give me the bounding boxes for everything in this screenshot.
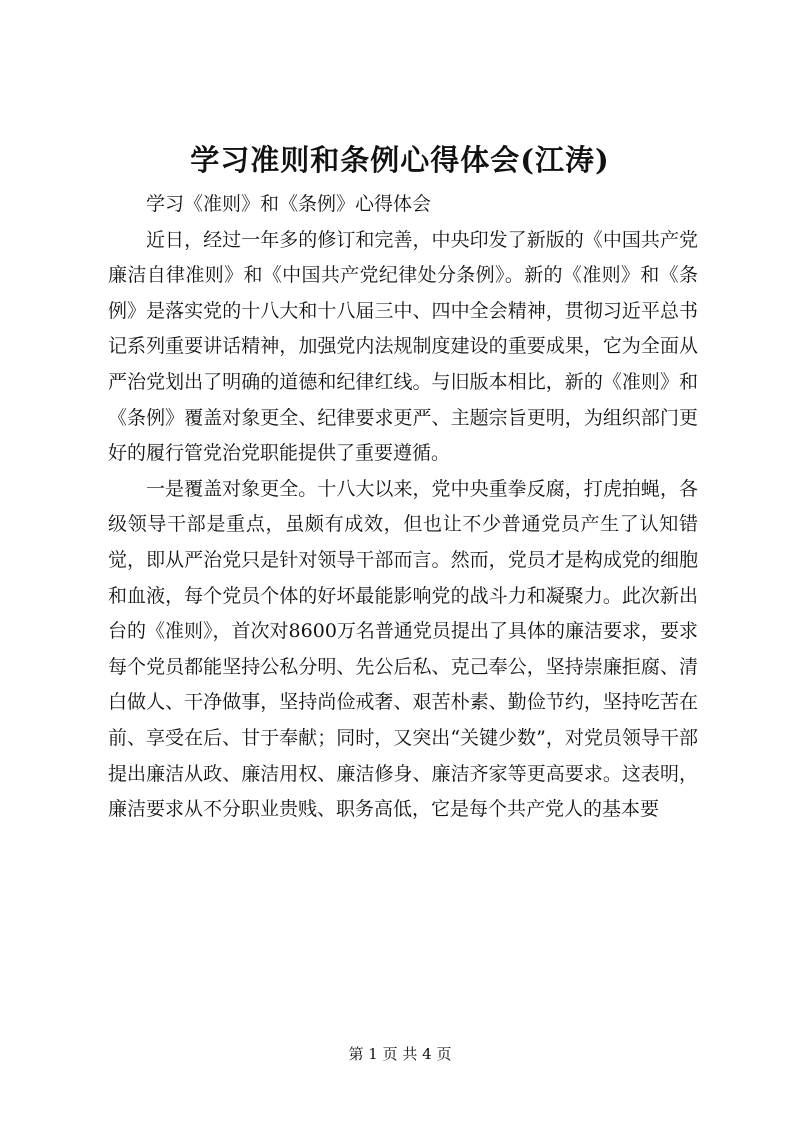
body-paragraph: 一是覆盖对象更全。十八大以来，党中央重拳反腐，打虎拍蝇，各级领导干部是重点，虽颇有成效，但也让不少普通党员产生了认知错觉，即从严治党只是针对领导干部而言。然而，党员才是构成党的细胞和血液，每个党员个体的好坏最能影响党的战斗力和凝聚力。此次新出台的《准则》，首次对8600万名普通党员提出了具体的廉洁要求，要求每个党员都能坚持公私分明、先公后私、克己奉公，坚持崇廉拒腐、清白做人、干净做事，坚持尚俭戒奢、艰苦朴素、勤俭节约，坚持吃苦在前、享受在后、甘于奉献；同时，又突出“关键少数”，对党员领导干部提出廉洁从政、廉洁用权、廉洁修身、廉洁齐家等更高要求。这表明，廉洁要求从不分职业贵贱、职务高低，它是每个共产党人的基本要 (108, 477, 698, 821)
page-footer: 第 1 页 共 4 页 (348, 1045, 452, 1063)
document-body (108, 187, 698, 828)
subtitle-paragraph: 学习《准则》和《条例》心得体会 (146, 193, 432, 215)
intro-paragraph: 近日，经过一年多的修订和完善，中央印发了新版的《中国共产党廉洁自律准则》和《中国共产党纪律处分条例》。新的《准则》和《条例》是落实党的十八大和十八届三中、四中全会精神，贯彻习近平总书记系列重要讲话精神，加强党内法规制度建设的重要成果，它为全面从严治党划出了明确的道德和纪律红线。与旧版本相比，新的《准则》和《条例》覆盖对象更全、纪律要求更严、主题宗旨更明，为组织部门更好的履行管党治党职能提供了重要遵循。 (108, 228, 698, 465)
document-title: 学习准则和条例心得体会(江涛) (190, 143, 610, 177)
